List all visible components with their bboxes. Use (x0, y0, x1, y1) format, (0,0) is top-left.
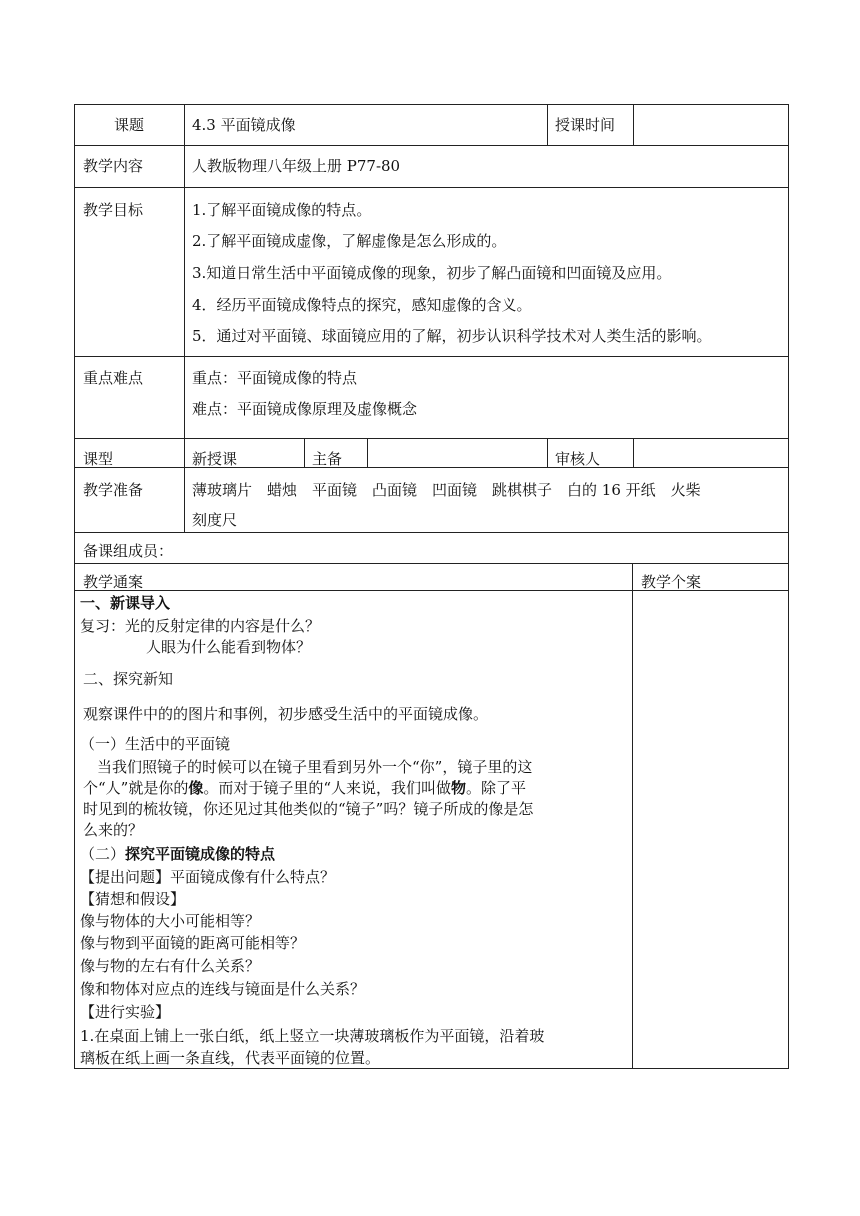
table-line (74, 356, 789, 357)
text-run: 个“人”就是你的 (83, 779, 189, 797)
text-run: 物 (451, 779, 467, 797)
goal-item: 3.知道日常生活中平面镜成像的现象，初步了解凸面镜和凹面镜及应用。 (192, 264, 672, 282)
experiment-step: 璃板在纸上画一条直线，代表平面镜的位置。 (80, 1049, 381, 1067)
prep-line: 薄玻璃片 蜡烛 平面镜 凸面镜 凹面镜 跳棋棋子 白的 16 开纸 火柴 (192, 481, 701, 499)
paragraph-line: 当我们照镜子的时候可以在镜子里看到另外一个“你”，镜子里的这 (97, 758, 533, 776)
hypothesis-item: 像与物体的大小可能相等？ (80, 912, 261, 930)
goal-item: 5．通过对平面镜、球面镜应用的了解，初步认识科学技术对人类生活的影响。 (192, 327, 712, 345)
keypoints-label: 重点难点 (83, 369, 144, 387)
table-line (633, 438, 634, 467)
goal-item: 4．经历平面镜成像特点的探究，感知虚像的含义。 (192, 296, 532, 314)
subsection-title (80, 845, 275, 863)
table-line (74, 563, 789, 564)
text-run: 。而对于镜子里的“人来说，我们叫做 (203, 779, 452, 797)
hypothesis-title: 【猜想和假设】 (80, 890, 186, 908)
paragraph-line (83, 779, 526, 797)
table-line (74, 467, 789, 468)
review-question: 复习：光的反射定律的内容是什么？ (80, 617, 321, 635)
table-line (632, 563, 633, 1068)
keypoint-item: 难点：平面镜成像原理及虚像概念 (192, 400, 418, 418)
table-line (547, 104, 548, 145)
text-run: 探究平面镜成像的特点 (125, 845, 276, 863)
topic-value: 4.3 平面镜成像 (192, 116, 296, 134)
table-line (547, 438, 548, 467)
text-run: 像 (188, 779, 204, 797)
table-line (74, 1068, 789, 1069)
paragraph-line: 时见到的梳妆镜，你还见过其他类似的“镜子”吗？镜子所成的像是怎 (83, 800, 534, 818)
table-line (304, 438, 305, 467)
subsection-title: （一）生活中的平面镜 (80, 735, 231, 753)
experiment-step: 1.在桌面上铺上一张白纸，纸上竖立一块薄玻璃板作为平面镜，沿着玻 (80, 1027, 545, 1045)
hypothesis-item: 像与物的左右有什么关系？ (80, 957, 261, 975)
prep-line: 刻度尺 (192, 511, 238, 529)
goals-label: 教学目标 (83, 201, 144, 219)
content-value: 人教版物理八年级上册 P77-80 (192, 157, 401, 175)
goal-item: 2.了解平面镜成虚像，了解虚像是怎么形成的。 (192, 232, 507, 250)
members-label: 备课组成员： (83, 542, 174, 560)
content-label: 教学内容 (83, 157, 144, 175)
table-line (74, 187, 789, 188)
time-label: 授课时间 (555, 116, 616, 134)
preparer-label: 主备 (312, 450, 343, 468)
topic-label: 课题 (113, 116, 144, 134)
table-line (788, 104, 789, 1069)
table-line (74, 438, 789, 439)
section-title: 二、探究新知 (83, 670, 174, 688)
table-line (74, 145, 789, 146)
hypothesis-item: 像和物体对应点的连线与镜面是什么关系？ (80, 980, 366, 998)
table-line (74, 104, 789, 105)
question-line: 【提出问题】平面镜成像有什么特点？ (80, 868, 336, 886)
table-line (74, 532, 789, 533)
paragraph-line: 么来的？ (83, 821, 144, 839)
type-value: 新授课 (192, 450, 238, 468)
experiment-title: 【进行实验】 (80, 1003, 171, 1021)
keypoint-item: 重点：平面镜成像的特点 (192, 369, 358, 387)
prep-label: 教学准备 (83, 481, 144, 499)
paragraph: 观察课件中的的图片和事例，初步感受生活中的平面镜成像。 (83, 705, 489, 723)
reviewer-label: 审核人 (555, 450, 601, 468)
text-run: （二） (80, 845, 126, 863)
table-line (74, 104, 75, 1069)
type-label: 课型 (83, 450, 114, 468)
goal-item: 1.了解平面镜成像的特点。 (192, 201, 372, 219)
general-plan-header: 教学通案 (83, 573, 144, 591)
review-question: 人眼为什么能看到物体？ (146, 638, 312, 656)
individual-plan-header: 教学个案 (641, 573, 702, 591)
table-line (367, 438, 368, 467)
section-title: 一、新课导入 (80, 594, 171, 612)
table-line (633, 104, 634, 145)
hypothesis-item: 像与物到平面镜的距离可能相等？ (80, 934, 306, 952)
text-run: 。除了平 (466, 779, 527, 797)
table-line (184, 104, 185, 532)
